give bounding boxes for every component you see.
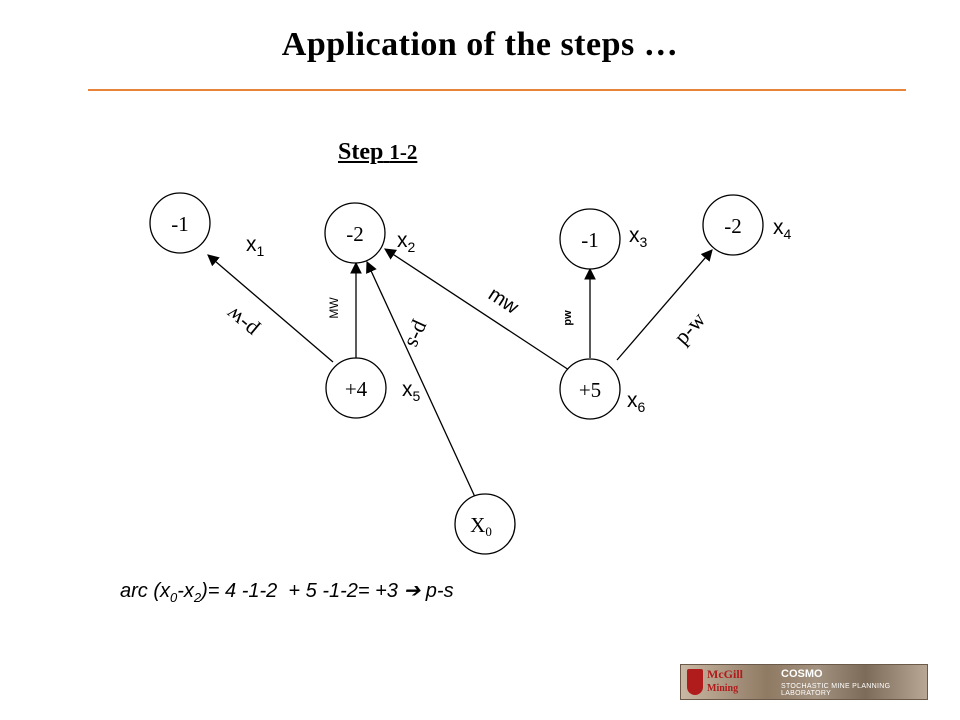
logo-mcgill: McGill <box>707 667 743 681</box>
arc-label-x0-x2: p-s <box>401 317 436 353</box>
arc-label-x5-x2: MW <box>327 297 341 319</box>
right-arrow-icon: ➔ <box>403 580 421 602</box>
logo-lab-subtitle: STOCHASTIC MINE PLANNING LABORATORY <box>781 683 891 697</box>
arc-x5-x1 <box>208 255 333 362</box>
arc-label-x6-x4: p-w <box>668 306 711 350</box>
var-label-x3: $x_3$ <box>629 224 648 250</box>
node-value-x4: -2 <box>724 214 742 238</box>
node-value-x1: -1 <box>171 212 189 236</box>
var-label-x6: $x_6$ <box>627 389 646 415</box>
logo-mining: Mining <box>707 683 739 694</box>
arc-x6-x4 <box>617 250 712 360</box>
node-value-x2: -2 <box>346 222 364 246</box>
arc-label-x5-x1: p-w <box>220 302 263 344</box>
mcgill-shield-icon <box>687 669 703 695</box>
arc-label-x6-x2: mw <box>484 283 523 319</box>
var-label-x2: $x_2$ <box>397 229 416 255</box>
node-value-x6: +5 <box>578 378 602 402</box>
step-number: 1-2 <box>389 140 418 164</box>
step-word: Step <box>338 139 384 165</box>
arc-label-x6-x3: pw <box>562 310 574 326</box>
var-label-x4: $x_4$ <box>773 216 792 242</box>
slide-title: Application of the steps … <box>281 26 679 63</box>
arc-formula: arc $(x_0-x_2)= 4$ -1-2 + 5 -1-2= +3 ➔ p-s <box>120 580 454 605</box>
var-label-x1: $x_1$ <box>246 233 265 259</box>
node-value-x5: +4 <box>344 377 368 401</box>
node-value-x0: X0 <box>470 513 492 539</box>
arc-x6-x2 <box>385 249 569 370</box>
mcgill-cosmo-logo <box>680 664 928 700</box>
node-value-x3: -1 <box>581 228 599 252</box>
logo-cosmo: COSMO <box>781 668 823 680</box>
var-label-x5: $x_5$ <box>402 378 421 404</box>
